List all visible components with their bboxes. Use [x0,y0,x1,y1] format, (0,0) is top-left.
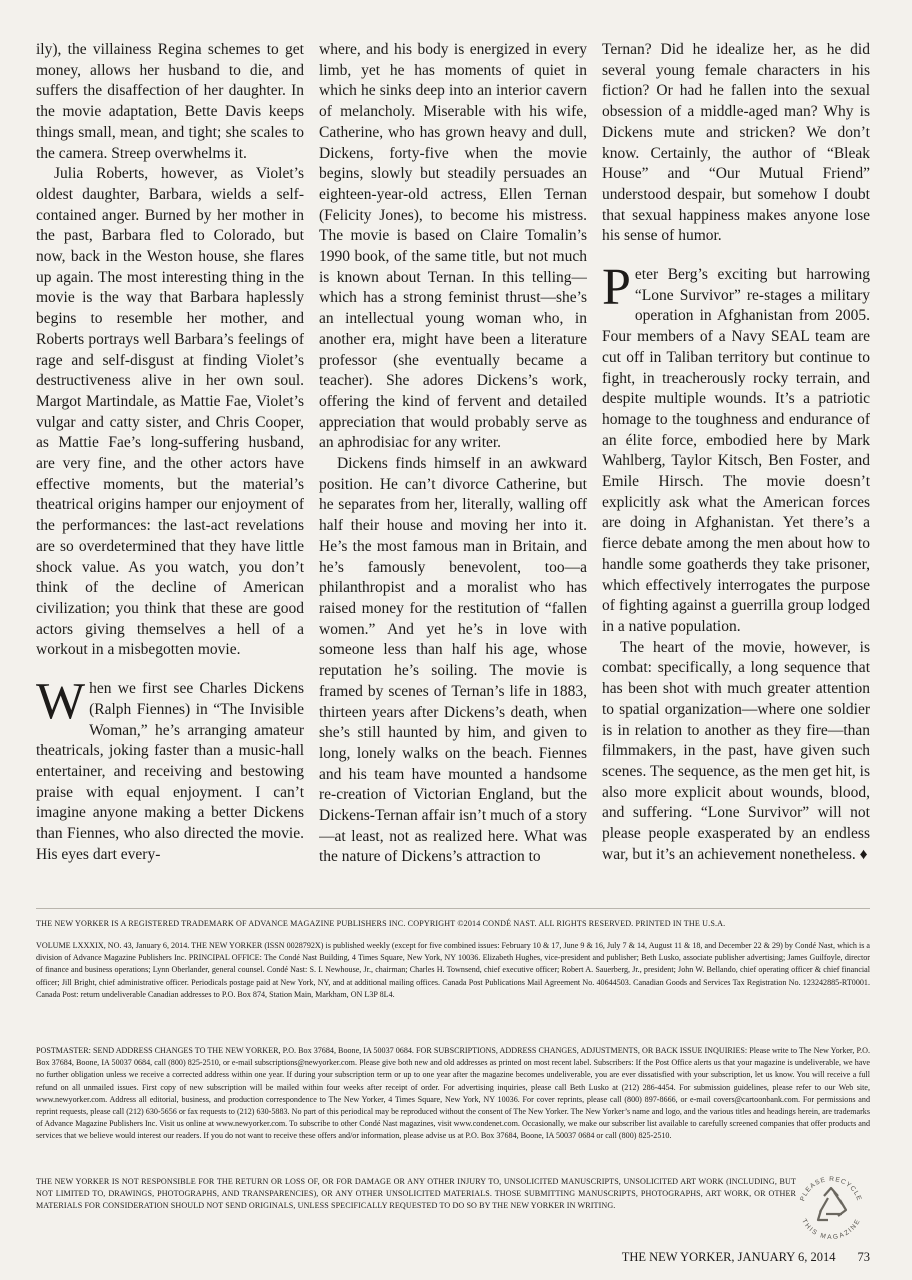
paragraph-text: hen we first see Charles Dickens (Ralph Fiennes) in “The Invisible Woman,” he’s arranging amateur theatricals, joking faster than a music-hall entertainer, and receiving and bestowing praise with equal enjoyment. I can’t imagine anyone making a better Dickens than Fiennes, who also directed the movie. His eyes dart every- [36,680,304,863]
column-right [602,40,870,895]
paragraph: where, and his body is energized in every limb, yet he has moments of quiet in which he sinks deep into an interior cavern of melancholy. Miserable with his wife, Catherine, who has grown heavy and dull, Dickens, forty-five when the movie begins, slowly but steadily persuades an eighteen-year-old actress, Ellen Ternan (Felicity Jones), to become his mistress. The movie is based on Claire Tomalin’s 1990 book, of the same title, but not much is known about Ternan. In this telling—which has a strong feminist thrust—she’s an intellectual young woman who, in another era, might have been a literature professor (she eventually became a teacher). She adores Dickens’s work, offering the kind of fervent and detailed appreciation that would probably serve as an aphrodisiac for any writer. [319,41,587,452]
trademark-text: THE NEW YORKER IS A REGISTERED TRADEMARK OF ADVANCE MAGAZINE PUBLISHERS INC. COPYRIGHT ©2014 CONDÉ NAST. ALL RIGHTS RESERVED. PRINTED IN THE U.S.A. [36,919,726,928]
recycle-badge-top-text: PLEASE RECYCLE [799,1175,863,1203]
divider [36,908,870,909]
recycle-badge [794,1170,868,1244]
paragraph: Julia Roberts, however, as Violet’s oldest daughter, Barbara, wields a self-contained anger. Burned by her mother in the past, Barbara fled to Colorado, but now, back in the Weston house, she flares up again. The most interesting thing in the movie is the way that Barbara haplessly begins to resemble her mother, and Roberts portrays well Barbara’s feelings of rage and self-disgust at finding Violet’s destructiveness alive in her own soul. Margot Martindale, as Mattie Fae, Violet’s vulgar and catty sister, and Chris Cooper, as Mattie Fae’s long-suffering husband, are very fine, and the other actors have effective moments, but the material’s theatrical origins hamper our enjoyment of the performances: the last-act revelations are so overdetermined that they have little shock value. As you watch, you don’t think of the decline of American civilization; you think that these are good actors giving themselves a hell of a workout in a misbegotten movie. [36,165,304,659]
page-footer [520,1250,870,1265]
paragraph-text: eter Berg’s exciting but harrowing “Lone Survivor” re-stages a military operation in Afghanistan from 2005. Four members of a Navy SEAL team are cut off in Taliban territory but continue to fight, in treacherously rocky terrain, and despite multiple wounds. It’s a patriotic homage to the toughness and endurance of an élite force, embodied here by Mark Wahlberg, Taylor Kitsch, Ben Foster, and Emile Hirsch. The movie doesn’t explicitly ask what the American forces are doing in Afghanistan. Yet there’s a fierce debate among the men about how to handle some goatherds they take prisoner, which effectively interrogates the purpose of fighting against a guerrilla group lodged in a native population. [602,266,870,635]
section-paragraph [36,673,304,865]
article-columns [36,40,870,895]
recycle-badge-bottom-text: THIS MAGAZINE [800,1217,862,1242]
recycle-icon [818,1188,846,1220]
page-number: 73 [857,1250,870,1264]
paragraph: Ternan? Did he idealize her, as he did several young female characters in his fiction? Or had he fallen into the sexual obsession of a middle-aged man? Why is Dickens mute and stricken? We don’t know. Certainly, the author of “Bleak House” and “Our Mutual Friend” understood despair, but somehow I doubt that sexual happiness makes anyone lose his sense of humor. [602,41,870,245]
publication-text: VOLUME LXXXIX, NO. 43, January 6, 2014. THE NEW YORKER (ISSN 0028792X) is published weekly (except for five combined issues: February 10 & 17, June 9 & 16, July 7 & 14, August 11 & 18, and December 22 & 29) by Condé Nast, which is a division of Advance Magazine Publishers Inc. PRINCIPAL OFFICE: The Condé Nast Building, 4 Times Square, New York, NY 10036. Elizabeth Hughes, vice-president and publisher; Beth Lusko, associate publisher advertising; James Guilfoyle, director of finance and business operations; Lynn Oberlander, general counsel. Condé Nast: S. I. Newhouse, Jr., chairman; Charles H. Townsend, chief executive officer; Robert A. Sauerberg, Jr., president; John W. Bellando, chief operating officer & chief financial officer; Jill Bright, chief administrative officer. Periodicals postage paid at New York, NY, and at additional mailing offices. Canada Post Publications Mail Agreement No. 40644503. Canadian Goods and Services Tax Registration No. 123242885-RT0001. Canada Post: return undeliverable Canadian addresses to P.O. Box 874, Station Main, Markham, ON L3P 8L4. [36,941,870,999]
postmaster-text: POSTMASTER: SEND ADDRESS CHANGES TO THE NEW YORKER, P.O. Box 37684, Boone, IA 50037 0684. FOR SUBSCRIPTIONS, ADDRESS CHANGES, ADJUSTMENTS, OR BACK ISSUE INQUIRIES: Please write to The New Yorker, P.O. Box 37684, Boone, IA 50037 0684, call (800) 825-2510, or e-mail subscriptions@newyorker.com. Please give both new and old addresses as printed on most recent label. Subscribers: If the Post Office alerts us that your magazine is undeliverable, we have no further obligation unless we receive a corrected address within one year. If during your subscription term or up to one year after the magazine becomes undeliverable, you are ever dissatisfied with your subscription, let us know. You will receive a full refund on all unmailed issues. First copy of new subscription will be mailed within four weeks after receipt of order. For advertising inquiries, please call Beth Lusko at (212) 286-4454. For submission guidelines, please refer to our Web site, www.newyorker.com. Address all editorial, business, and production correspondence to The New Yorker, 4 Times Square, New York, NY 10036. For cover reprints, please call (800) 897-8666, or e-mail covers@cartoonbank.com. For permissions and reprint requests, please call (212) 630-5656 or fax requests to (212) 630-5883. No part of this periodical may be reproduced without the consent of The New Yorker. The New Yorker’s name and logo, and the various titles and headings herein, are trademarks of Advance Magazine Publishers Inc. Visit us online at www.newyorker.com. To subscribe to other Condé Nast magazines, visit www.condenet.com. Occasionally, we make our subscriber list available to carefully screened companies that offer products and services that we believe would interest our readers. If you do not want to receive these offers and/or information, please advise us at P.O. Box 37684, Boone, IA 50037 0684 or call (800) 825-2510. [36,1046,870,1141]
running-head: THE NEW YORKER, JANUARY 6, 2014 [621,1250,836,1264]
postmaster-info [36,1045,870,1143]
publication-info [36,940,870,1001]
disclaimer-text: THE NEW YORKER IS NOT RESPONSIBLE FOR THE RETURN OR LOSS OF, OR FOR DAMAGE OR ANY OTHER INJURY TO, UNSOLICITED MANUSCRIPTS, UNSOLICITED ART WORK (INCLUDING, BUT NOT LIMITED TO, DRAWINGS, PHOTOGRAPHS, AND TRANSPARENCIES), OR ANY OTHER UNSOLICITED MATERIALS. THOSE SUBMITTING MANUSCRIPTS, PHOTOGRAPHS, ART WORK, OR OTHER MATERIALS FOR CONSIDERATION SHOULD NOT SEND ORIGINALS, UNLESS SPECIFICALLY REQUESTED TO DO SO BY THE NEW YORKER IN WRITING. [36,1177,796,1211]
column-middle [319,40,587,895]
paragraph: ily), the villainess Regina schemes to get money, allows her husband to die, and suffers the disaffection of her daughter. In the movie adaptation, Bette Davis keeps things small, mean, and tight; she scales to the camera. Streep overwhelms it. [36,41,304,162]
drop-cap: W [36,673,86,731]
section-paragraph [602,259,870,638]
paragraph: The heart of the movie, however, is combat: specifically, a long sequence that has been shot with much greater attention to spatial organization—where one soldier is in relation to another as they fire—than filmmakers, in the past, have given such scenes. The sequence, as the men get hit, is also more explicit about wounds, blood, and suffering. “Lone Survivor” will not please people exasperated by an endless war, but it’s an achievement nonetheless. ♦ [602,638,870,863]
column-left [36,40,304,895]
trademark-notice [36,918,870,930]
drop-cap: P [602,259,631,317]
paragraph: Dickens finds himself in an awkward position. He can’t divorce Catherine, but he separates from her, literally, walling off half their house and moving her into it. He’s the most famous man in Britain, and he’s famously benevolent, too—a philanthropist and a moralist who has raised money for the restitution of “fallen women.” And yet he’s in love with someone less than half his age, whose reputation he’s soiling. The movie is framed by scenes of Ternan’s life in 1883, thirteen years after Dickens’s death, when she’s still haunted by him, and given to long, lonely walks on the beach. Fiennes and his team have mounted a handsome re-creation of Victorian England, but the Dickens-Ternan affair isn’t much of a story—at least, not as realized here. What was the nature of Dickens’s attraction to [319,455,587,866]
disclaimer [36,1176,796,1213]
